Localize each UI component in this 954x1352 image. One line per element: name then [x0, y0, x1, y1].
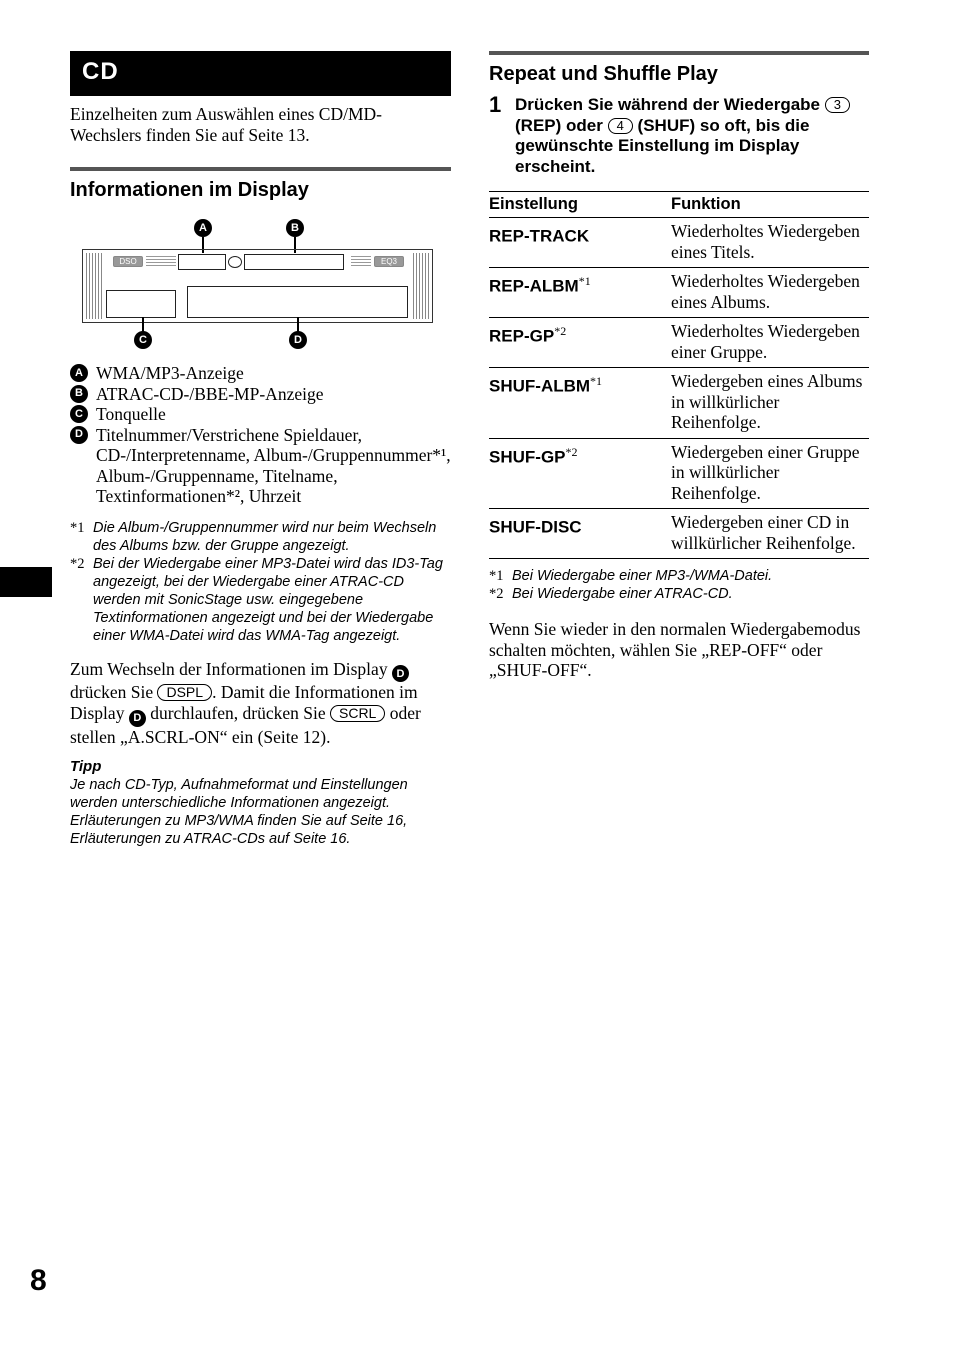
setting-name: SHUF-ALBM	[489, 376, 591, 396]
callout-d: D	[289, 331, 307, 349]
table-row	[489, 509, 869, 559]
setting-name: SHUF-DISC	[489, 517, 582, 537]
setting-note: *2	[565, 444, 578, 459]
legend-item	[70, 384, 451, 405]
inline-callout-d: D	[129, 710, 146, 727]
footnote-mark: *2	[489, 586, 504, 602]
legend-text: ATRAC-CD-/BBE-MP-Anzeige	[96, 383, 324, 404]
para-text: oder stellen „A.SCRL-ON“ ein (Seite 12).	[70, 702, 421, 747]
eq3-indicator: EQ3	[374, 256, 404, 267]
key-3: 3	[825, 97, 850, 113]
setting-cell	[489, 509, 671, 559]
legend-item	[70, 404, 451, 425]
left-column	[70, 51, 451, 848]
atrac-bbe-indicator-area	[244, 254, 344, 270]
right-footnotes	[489, 567, 869, 603]
setting-name: SHUF-GP	[489, 447, 566, 467]
left-footnotes	[70, 519, 451, 645]
para-text: . Damit die Informationen im Display	[70, 682, 418, 723]
inline-callout-d: D	[392, 665, 409, 682]
table-row	[489, 318, 869, 368]
intro-text: Einzelheiten zum Auswählen eines CD/MD-Wechslers finden Sie auf Seite 13.	[70, 104, 383, 145]
function-cell: Wiedergeben eines Albums in willkürlicher Reihenfolge.	[671, 368, 869, 439]
callout-a: A	[194, 219, 212, 237]
tipp-title: Tipp	[70, 758, 102, 775]
table-header-row	[489, 192, 869, 218]
scrl-key: SCRL	[330, 705, 385, 722]
step-text-part: Drücken Sie während der Wiedergabe	[515, 95, 820, 114]
footnote-text: Bei Wiedergabe einer ATRAC-CD.	[512, 586, 733, 602]
setting-cell	[489, 268, 671, 318]
settings-table	[489, 191, 869, 559]
text-area	[187, 286, 408, 318]
level-meter-left	[146, 256, 176, 268]
legend-item	[70, 363, 451, 384]
function-cell: Wiederholtes Wiedergeben einer Gruppe.	[671, 318, 869, 368]
function-cell: Wiederholtes Wiedergeben eines Titels.	[671, 218, 869, 268]
table-row	[489, 438, 869, 509]
setting-cell	[489, 318, 671, 368]
setting-cell	[489, 368, 671, 439]
footnote-mark: *2	[70, 555, 85, 572]
para-text: Zum Wechseln der Informationen im Display	[70, 658, 388, 679]
header-einstellung: Einstellung	[489, 192, 671, 218]
setting-note: *1	[590, 374, 603, 388]
source-area	[106, 290, 176, 318]
section-title-display: Informationen im Display	[70, 179, 309, 201]
setting-cell	[489, 218, 671, 268]
wma-mp3-indicator-area	[178, 254, 226, 270]
section-rule	[70, 167, 451, 171]
footnote-text: Die Album-/Gruppennummer wird nur beim Wechseln des Albums bzw. der Gruppe angezeigt.	[93, 519, 437, 554]
chapter-header: CD	[70, 51, 451, 96]
step-text-part: (REP) oder	[515, 115, 603, 135]
legend-mark: C	[70, 405, 88, 423]
setting-name: REP-GP	[489, 326, 555, 346]
key-4: 4	[608, 118, 633, 134]
function-cell: Wiedergeben einer CD in willkürlicher Reihenfolge.	[671, 509, 869, 559]
step-text	[515, 95, 869, 177]
display-right-grille	[413, 253, 429, 319]
step-number: 1	[489, 92, 502, 117]
disc-icon	[228, 256, 242, 268]
right-column	[489, 51, 869, 681]
level-meter-right	[351, 256, 371, 268]
footnote	[489, 585, 869, 603]
legend-mark: D	[70, 426, 88, 444]
dspl-key: DSPL	[157, 684, 212, 701]
legend-mark: B	[70, 385, 88, 403]
footnote-mark: *1	[489, 568, 504, 584]
legend-item	[70, 425, 451, 507]
outro-paragraph: Wenn Sie wieder in den normalen Wiedergabemodus schalten möchten, wählen Sie „REP-OFF“ oder „SHUF-OFF“.	[489, 619, 861, 680]
table-row	[489, 368, 869, 439]
display-frame	[82, 249, 433, 323]
para-text: drücken Sie	[70, 682, 154, 703]
table-row	[489, 218, 869, 268]
section-rule	[489, 51, 869, 55]
footnote-mark: *1	[70, 519, 85, 536]
footnote-text: Bei Wiedergabe einer MP3-/WMA-Datei.	[512, 568, 773, 584]
footnote	[70, 555, 451, 645]
step-text-part: (SHUF) so oft, bis die gewünschte Einstellung im Display erscheint.	[515, 115, 810, 176]
dso-indicator: DSO	[113, 256, 143, 267]
callout-b: B	[286, 219, 304, 237]
section-title-repeat: Repeat und Shuffle Play	[489, 63, 718, 85]
setting-cell	[489, 438, 671, 509]
footnote	[70, 519, 451, 555]
legend-mark: A	[70, 364, 88, 382]
setting-name: REP-TRACK	[489, 226, 590, 246]
legend-text: WMA/MP3-Anzeige	[96, 363, 244, 383]
setting-note: *1	[578, 274, 591, 288]
tipp-text: Je nach CD-Typ, Aufnahmeformat und Einstellungen werden unterschiedliche Informationen angezeigt. Erläuterungen zu MP3/WMA finden Sie auf Seite 16, Erläuterungen zu ATRAC-CDs auf Seite 16.	[70, 777, 408, 847]
table-row	[489, 268, 869, 318]
legend-text: Tonquelle	[96, 404, 166, 424]
display-left-grille	[86, 253, 102, 319]
step-1	[489, 92, 869, 177]
display-diagram	[70, 219, 451, 349]
display-change-paragraph	[70, 659, 451, 748]
setting-note: *2	[554, 324, 567, 338]
side-tab-marker	[0, 567, 52, 597]
setting-name: REP-ALBM	[489, 276, 579, 296]
callout-c: C	[134, 331, 152, 349]
footnote-text: Bei der Wiedergabe einer MP3-Datei wird das ID3-Tag angezeigt, bei der Wiedergabe einer ATRAC-CD werden mit SonicStage usw. eingegebene Textinformationen angezeigt und bei der Wiedergabe einer WMA-Datei wird das WMA-Tag angezeigt.	[93, 555, 443, 644]
legend-text: Titelnummer/Verstrichene Spieldauer, CD-/Interpretenname, Album-/Gruppennummer*¹, Album-/Gruppenname, Titelname, Textinformationen*², Uhrzeit	[96, 424, 451, 506]
para-text: durchlaufen, drücken Sie	[150, 702, 326, 723]
function-cell: Wiederholtes Wiedergeben eines Albums.	[671, 268, 869, 318]
legend-list	[70, 363, 451, 507]
header-funktion: Funktion	[671, 192, 869, 218]
page-number: 8	[30, 1264, 47, 1297]
function-cell: Wiedergeben einer Gruppe in willkürlicher Reihenfolge.	[671, 438, 869, 509]
footnote	[489, 567, 869, 585]
